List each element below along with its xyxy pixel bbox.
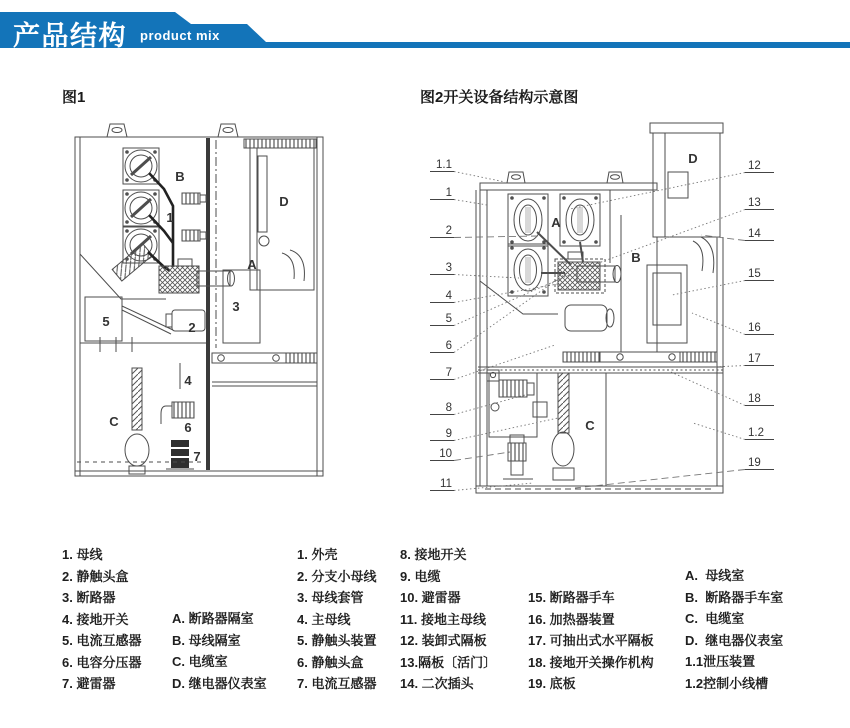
- figure1-title: 图1: [62, 89, 86, 106]
- legend-item: 8. 接地开关: [400, 547, 467, 562]
- legend-figure2-items-2: [400, 544, 496, 695]
- legend-item: 1. 外壳: [297, 547, 338, 562]
- legend-item: 1.1泄压装置: [685, 654, 756, 669]
- legend-item: 16. 加热器装置: [528, 611, 615, 627]
- legend-item: 14. 二次插头: [400, 676, 474, 691]
- figure-label-2: 2: [188, 320, 196, 335]
- legend-item: 2. 静触头盒: [62, 568, 129, 584]
- figure-label-6: 6: [184, 420, 192, 435]
- figure-label-C: C: [109, 414, 119, 429]
- legend-item: C. 电缆室: [685, 611, 745, 626]
- legend-item: 10. 避雷器: [400, 590, 461, 605]
- legend-figure2-items-3: [528, 587, 654, 695]
- legend-item: D. 继电器仪表室: [172, 675, 267, 691]
- legend-item: 5. 静触头装置: [297, 633, 377, 648]
- callout-2: 2: [445, 225, 452, 237]
- legend-item: 4. 主母线: [297, 611, 351, 627]
- figure-label-7: 7: [193, 449, 201, 464]
- legend-item: 9. 电缆: [400, 568, 441, 584]
- legend-item: 12. 装卸式隔板: [400, 633, 487, 648]
- legend-item: B. 母线隔室: [172, 632, 241, 648]
- legend-item: D. 继电器仪表室: [685, 632, 784, 648]
- legend-item: 13.隔板〔活门〕: [400, 654, 497, 670]
- legend-item: 11. 接地主母线: [400, 611, 486, 627]
- legend-item: 1. 母线: [62, 547, 103, 562]
- legend-item: 3. 断路器: [62, 590, 116, 605]
- figure2-drawing: [425, 115, 850, 510]
- figure2-title: 图2开关设备结构示意图: [420, 89, 579, 106]
- figure2-lines: [476, 123, 723, 493]
- figure2-right-callouts: [565, 160, 774, 488]
- callout-15: 15: [748, 268, 761, 280]
- callout-4: 4: [445, 290, 452, 302]
- legend-figure2-rooms: [685, 565, 783, 694]
- figure-label-A: A: [551, 215, 561, 230]
- legend-item: 7. 避雷器: [62, 676, 116, 691]
- callout-7: 7: [445, 367, 452, 379]
- legend-figure2-items-1: [297, 544, 376, 695]
- legend-item: C. 电缆室: [172, 654, 228, 669]
- legend-item: B. 断路器手车室: [685, 589, 784, 605]
- legend-item: 6. 电容分压器: [62, 654, 142, 670]
- legend-item: A. 断路器隔室: [172, 611, 254, 626]
- callout-12: 12: [748, 160, 761, 172]
- figure2-labels: [551, 151, 697, 433]
- figure-label-3: 3: [232, 299, 240, 314]
- figure-label-D: D: [279, 194, 289, 209]
- page-title: 产品结构: [13, 21, 127, 51]
- callout-1.2: 1.2: [748, 427, 764, 439]
- legend-item: 18. 接地开关操作机构: [528, 654, 654, 670]
- callout-1.1: 1.1: [436, 159, 452, 171]
- legend-item: A. 母线室: [685, 568, 745, 583]
- figure-label-4: 4: [184, 373, 192, 388]
- callout-9: 9: [445, 428, 452, 440]
- banner-shape: [0, 12, 850, 48]
- legend-item: 15. 断路器手车: [528, 590, 615, 605]
- page-subtitle: product mix: [140, 28, 220, 43]
- figure-label-C: C: [585, 418, 595, 433]
- callout-5: 5: [445, 313, 452, 325]
- callout-10: 10: [439, 448, 452, 460]
- callout-16: 16: [748, 322, 761, 334]
- figure1-labels: [102, 169, 288, 464]
- legend-item: 4. 接地开关: [62, 611, 129, 627]
- header-banner: [0, 0, 850, 55]
- figure-label-D: D: [688, 151, 698, 166]
- legend-item: 2. 分支小母线: [297, 568, 377, 584]
- callout-18: 18: [748, 393, 761, 405]
- legend-item: 7. 电流互感器: [297, 676, 377, 691]
- callout-17: 17: [748, 353, 761, 365]
- legend-item: 19. 底板: [528, 676, 576, 691]
- figure1-drawing: [60, 110, 350, 510]
- callout-8: 8: [445, 402, 452, 414]
- figure-label-1: 1: [166, 210, 174, 225]
- legend-item: 1.2控制小线槽: [685, 675, 769, 691]
- legend-figure1-rooms: [172, 608, 267, 694]
- figure-label-B: B: [175, 169, 185, 184]
- callout-3: 3: [445, 262, 452, 274]
- callout-6: 6: [445, 340, 452, 352]
- callout-14: 14: [748, 228, 761, 240]
- legend-figure1-items: [62, 544, 141, 695]
- figure-label-A: A: [247, 257, 257, 272]
- legend-item: 6. 静触头盒: [297, 654, 364, 670]
- callout-13: 13: [748, 197, 761, 209]
- callout-19: 19: [748, 457, 761, 469]
- callout-11: 11: [440, 478, 452, 490]
- figure-label-5: 5: [102, 314, 110, 329]
- legend-item: 5. 电流互感器: [62, 633, 142, 648]
- legend-item: 17. 可抽出式水平隔板: [528, 633, 654, 648]
- callout-1: 1: [445, 187, 452, 199]
- figure-label-B: B: [631, 250, 641, 265]
- legend-item: 3. 母线套管: [297, 590, 364, 605]
